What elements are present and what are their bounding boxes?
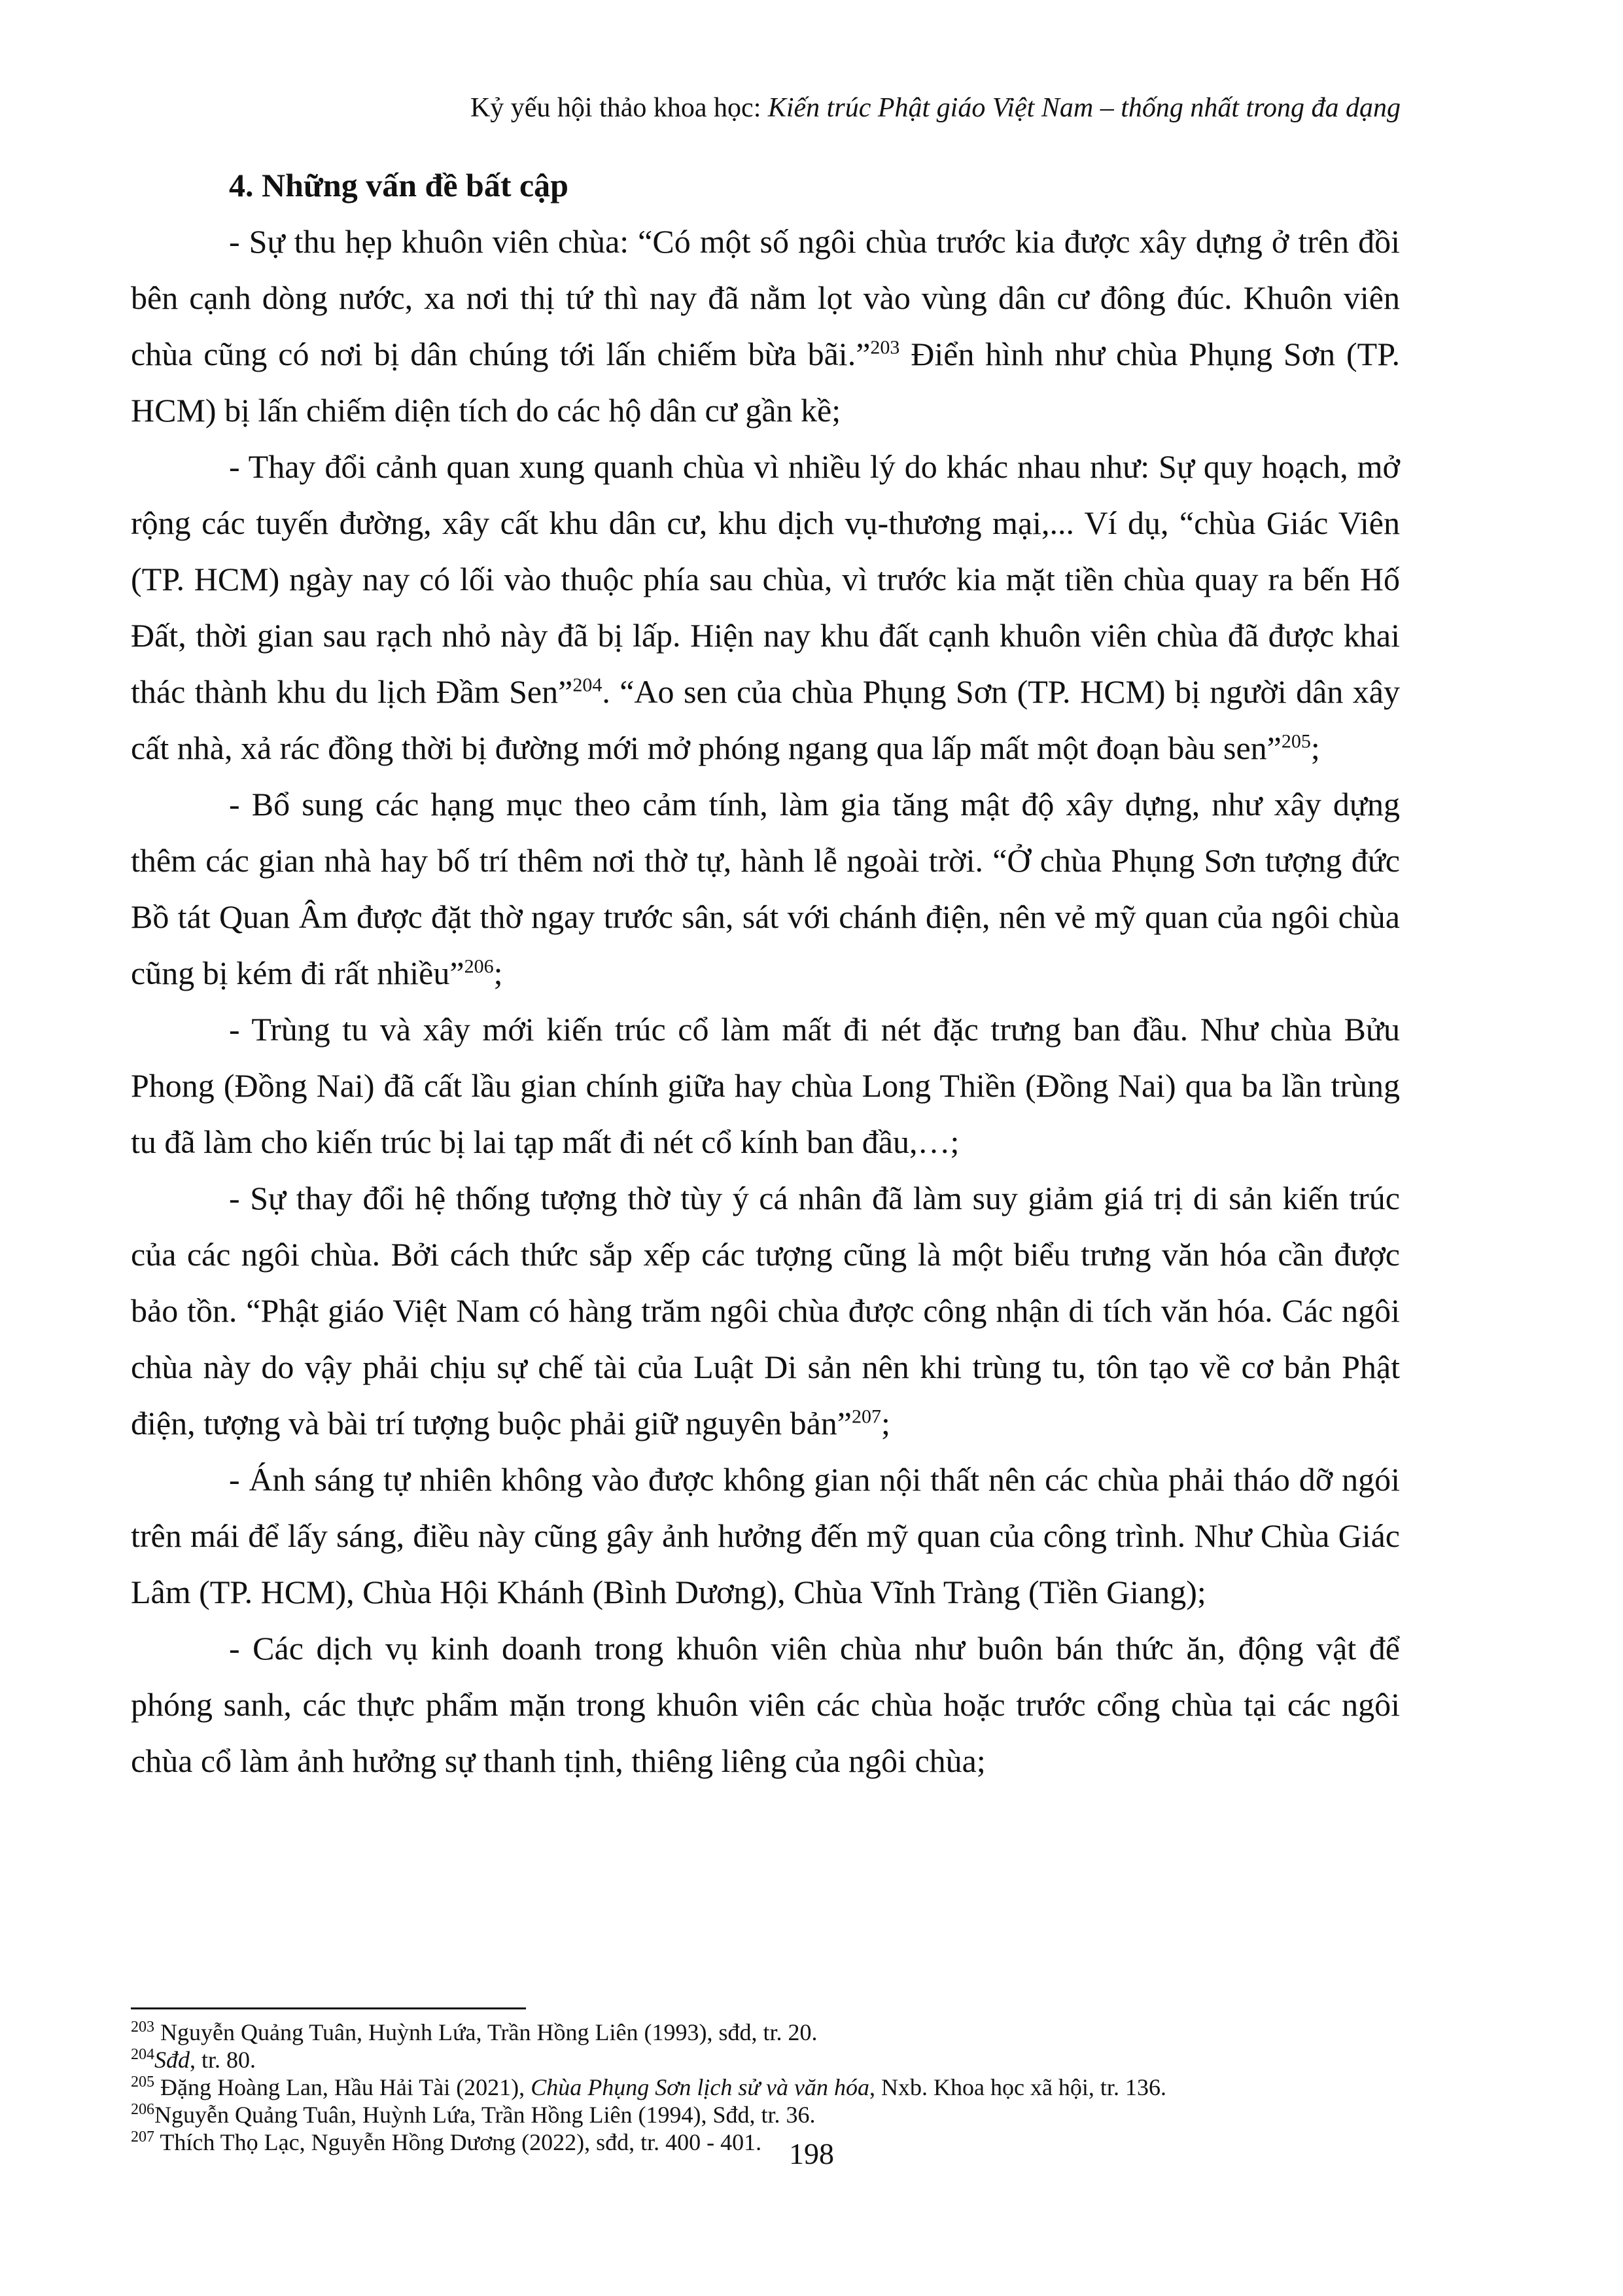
paragraph-3: - Bổ sung các hạng mục theo cảm tính, làm gia tăng mật độ xây dựng, như xây dựng thêm các gian nhà hay bố trí thêm nơi thờ tự, hành lễ ngoài trời. “Ở chùa Phụng Sơn tượng đức Bồ tát Quan Âm được đặt thờ ngay trước sân, sát với chánh điện, nên vẻ mỹ quan của ngôi chùa cũng bị kém đi rất nhiều”$^{206}$; <box>131 786 1400 991</box>
footnotes <box>131 2019 1413 2156</box>
paragraph-7: - Các dịch vụ kinh doanh trong khuôn viên chùa như buôn bán thức ăn, động vật để phóng sanh, các thực phẩm mặn trong khuôn viên các chùa hoặc trước cổng chùa tại các ngôi chùa cổ làm ảnh hưởng sự thanh tịnh, thiêng liêng của ngôi chùa; <box>131 1630 1400 1779</box>
paragraph-1: - Sự thu hẹp khuôn viên chùa: “Có một số ngôi chùa trước kia được xây dựng ở trên đồi bên cạnh dòng nước, xa nơi thị tứ thì nay đã nằm lọt vào vùng dân cư đông đúc. Khuôn viên chùa cũng có nơi bị dân chúng tới lấn chiếm bừa bãi.”$^{203}$ Điển hình như chùa Phụng Sơn (TP. HCM) bị lấn chiếm diện tích do các hộ dân cư gần kề; <box>131 223 1400 429</box>
paragraph-6: - Ánh sáng tự nhiên không vào được không gian nội thất nên các chùa phải tháo dỡ ngói trên mái để lấy sáng, điều này cũng gây ảnh hưởng đến mỹ quan của công trình. Như Chùa Giác Lâm (TP. HCM), Chùa Hội Khánh (Bình Dương), Chùa Vĩnh Tràng (Tiền Giang); <box>131 1461 1400 1610</box>
page-number: 198 <box>789 2137 834 2170</box>
footnote-204: $^{204}$Sđd, tr. 80. <box>131 2046 256 2073</box>
paragraph-4: - Trùng tu và xây mới kiến trúc cổ làm mất đi nét đặc trưng ban đầu. Như chùa Bửu Phong (Đồng Nai) đã cất lầu gian chính giữa hay chùa Long Thiền (Đồng Nai) qua ba lần trùng tu đã làm cho kiến trúc bị lai tạp mất đi nét cổ kính ban đầu,…; <box>131 1011 1400 1160</box>
header-prefix: Kỷ yếu hội thảo khoa học: <box>470 93 768 123</box>
footnote-ref-205: 205 <box>1281 730 1311 752</box>
header-title: Kiến trúc Phật giáo Việt Nam – thống nhất trong đa dạng <box>767 93 1401 123</box>
footnote-207: $^{207}$ Thích Thọ Lạc, Nguyễn Hồng Dương (2022), sđd, tr. 400 - 401. <box>131 2128 762 2155</box>
footnote-206: $^{206}$Nguyễn Quảng Tuân, Huỳnh Lứa, Trần Hồng Liên (1994), Sđd, tr. 36. <box>131 2101 816 2128</box>
footnote-ref-206: 206 <box>464 955 494 978</box>
footnote-ref-203: 203 <box>870 336 900 359</box>
footnote-205: $^{205}$ Đặng Hoàng Lan, Hầu Hải Tài (2021), Chùa Phụng Sơn lịch sử và văn hóa, Nxb. Khoa học xã hội, tr. 136. <box>131 2074 1166 2100</box>
footnote-ref-207: 207 <box>852 1405 882 1428</box>
paragraph-5: - Sự thay đổi hệ thống tượng thờ tùy ý cá nhân đã làm suy giảm giá trị di sản kiến trúc của các ngôi chùa. Bởi cách thức sắp xếp các tượng cũng là một biểu trưng văn hóa cần được bảo tồn. “Phật giáo Việt Nam có hàng trăm ngôi chùa được công nhận di tích văn hóa. Các ngôi chùa này do vậy phải chịu sự chế tài của Luật Di sản nên khi trùng tu, tôn tạo về cơ bản Phật điện, tượng và bài trí tượng buộc phải giữ nguyên bản”$^{207}$; <box>131 1180 1400 1441</box>
paragraph-2: - Thay đổi cảnh quan xung quanh chùa vì nhiều lý do khác nhau như: Sự quy hoạch, mở rộng các tuyến đường, xây cất khu dân cư, khu dịch vụ-thương mại,... Ví dụ, “chùa Giác Viên (TP. HCM) ngày nay có lối vào thuộc phía sau chùa, vì trước kia mặt tiền chùa quay ra bến Hố Đất, thời gian sau rạch nhỏ này đã bị lấp. Hiện nay khu đất cạnh khuôn viên chùa đã được khai thác thành khu du lịch Đầm Sen”$^{204}$. “Ao sen của chùa Phụng Sơn (TP. HCM) bị người dân xây cất nhà, xả rác đồng thời bị đường mới mở phóng ngang qua lấp mất một đoạn bàu sen”$^{205}$; <box>131 448 1400 766</box>
running-header <box>131 92 1401 124</box>
footnote-203: $^{203}$ Nguyễn Quảng Tuân, Huỳnh Lứa, Trần Hồng Liên (1993), sđd, tr. 20. <box>131 2019 818 2045</box>
body-text <box>131 157 1400 1789</box>
footnote-divider <box>131 2007 526 2009</box>
section-heading: 4. Những vấn đề bất cập <box>229 167 568 203</box>
footnote-ref-204: 204 <box>572 674 602 696</box>
